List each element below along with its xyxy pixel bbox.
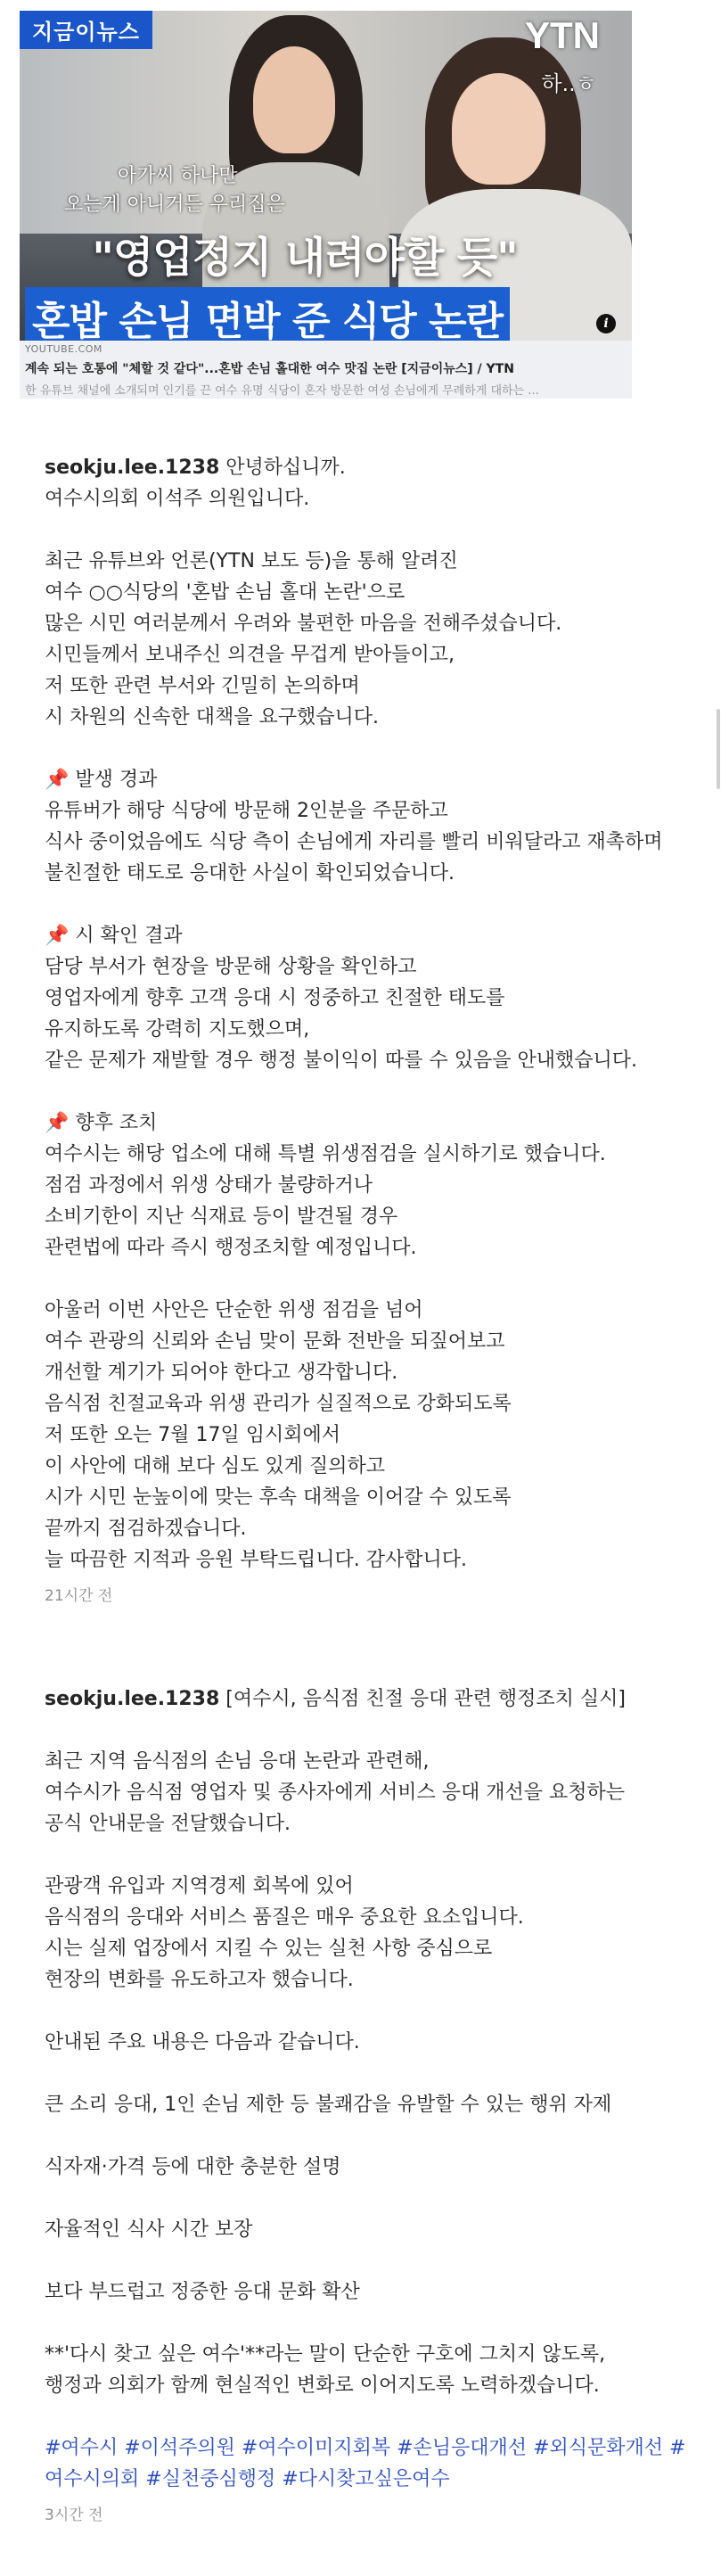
post-line: 여수시의회 이석주 의원입니다. [45,488,310,510]
person-face [253,46,335,153]
post-line: 현장의 변화를 유도하고자 했습니다. [45,1969,354,1991]
post-line: 음식점 친절교육과 위생 관리가 실질적으로 강화되도록 [45,1393,512,1415]
username-link[interactable]: seokju.lee.1238 [45,1688,220,1710]
post-line: 불친절한 태도로 응대한 사실이 확인되었습니다. [45,862,455,885]
preview-meta [25,343,627,398]
comment-post [45,1683,695,2531]
hashtag-list [45,2432,695,2495]
post-line: 시는 실제 업장에서 지킬 수 있는 실천 사항 중심으로 [45,1938,493,1960]
post-line: 최근 지역 음식점의 손님 응대 논란과 관련해, [45,1750,430,1773]
hashtag-link[interactable]: #다시찾고싶은여수 [282,2468,450,2490]
post-line: 점검 과정에서 위생 상태가 불량하거나 [45,1174,373,1197]
post-line [45,2120,695,2152]
post-line: 공식 안내문을 전달했습니다. [45,1813,291,1835]
post-text: 안녕하십니까. [219,457,346,479]
post-line [45,2401,695,2432]
post-timestamp[interactable]: 21시간 전 [45,1587,113,1605]
video-thumbnail[interactable] [20,11,632,341]
section-heading: 📌 발생 경과 [45,769,158,791]
brand-logo: YTN [525,14,600,56]
post-line: 많은 시민 여러분께서 우려와 불편한 마음을 전해주셨습니다. [45,613,562,635]
hashtag-link[interactable]: #여수이미지회복 [241,2437,391,2459]
post-first-line [45,452,695,483]
post-line: 시민들께서 보내주신 의견을 무겁게 받아들이고, [45,644,455,666]
subtitle-line: 오는게 아니거든 우리집은 [64,193,285,216]
thumbnail-headline: "영업정지 내려야할 듯" [92,234,518,283]
post-line: 식자재·가격 등에 대한 충분한 설명 [45,2156,341,2178]
hashtag-link[interactable]: #실천중심행정 [145,2468,276,2490]
post-line: 관광객 유입과 지역경제 회복에 있어 [45,1875,354,1897]
post-line: 여수시는 해당 업소에 대해 특별 위생점검을 실시하기로 했습니다. [45,1143,606,1165]
post-line: 최근 유튜브와 언론(YTN 보도 등)을 통해 알려진 [45,550,458,572]
post-line: 보다 부드럽고 정중한 응대 문화 확산 [45,2281,360,2303]
post-line [45,889,695,920]
preview-domain: YOUTUBE.COM [25,343,102,355]
post-line: 영업자에게 향후 고객 응대 시 정중하고 친절한 태도를 [45,987,505,1009]
post-line: 저 또한 오는 7월 17일 임시회에서 [45,1424,340,1446]
post-first-line [45,1683,695,1715]
post-line [45,733,695,764]
post-line: 관련법에 따라 즉시 행정조치할 예정입니다. [45,1237,417,1259]
post-line [45,1076,695,1107]
link-preview-card[interactable] [20,11,632,399]
post-line: 유튜버가 해당 식당에 방문해 2인분을 주문하고 [45,800,448,822]
comment-post [45,452,695,1612]
channel-badge: 지금이뉴스 [20,11,152,49]
post-line: 끝까지 점검하겠습니다. [45,1518,247,1540]
post-timestamp[interactable]: 3시간 전 [45,2506,103,2524]
post-line [45,2308,695,2339]
post-line: 시가 시민 눈높이에 맞는 후속 대책을 이어갈 수 있도록 [45,1486,512,1509]
post-line: 여수 관광의 신뢰와 손님 맞이 문화 전반을 되짚어보고 [45,1330,505,1353]
post-line: 큰 소리 응대, 1인 손님 제한 등 불쾌감을 유발할 수 있는 행위 자제 [45,2094,612,2116]
scrollbar[interactable] [717,709,720,789]
post-line: 안내된 주요 내용은 다음과 같습니다. [45,2031,360,2053]
overlay-caption: 하..ㅎ [541,71,596,96]
post-text: [여수시, 음식점 친절 응대 관련 행정조치 실시] [219,1688,626,1710]
info-icon[interactable]: i [596,314,616,333]
post-line [45,1996,695,2027]
thumbnail-headline-banner: 혼밥 손님 면박 준 식당 논란 [25,287,510,341]
post-line [45,1839,695,1871]
post-line: 담당 부서가 현장을 방문해 상황을 확인하고 [45,956,417,978]
post-line: 같은 문제가 재발할 경우 행정 불이익이 따를 수 있음을 안내했습니다. [45,1049,637,1072]
post-line: **'다시 찾고 싶은 여수'**라는 말이 단순한 구호에 그치지 않도록, [45,2343,606,2366]
post-line: 여수시가 음식점 영업자 및 종사자에게 서비스 응대 개선을 요청하는 [45,1782,626,1804]
post-line [45,2183,695,2214]
hashtag-link[interactable]: #외식문화개선 [533,2437,664,2459]
post-line: 여수 ○○식당의 '혼밥 손님 홀대 논란'으로 [45,581,406,604]
preview-title[interactable]: 계속 되는 호통에 "체할 것 같다"...혼밥 손님 홀대한 여수 맛집 논란 [지금이뉴스] / YTN [25,362,514,376]
hashtag-link[interactable]: #이석주의원 [124,2437,235,2459]
post-line: 아울러 이번 사안은 단순한 위생 점검을 넘어 [45,1299,423,1321]
post-line: 저 또한 관련 부서와 긴밀히 논의하며 [45,675,360,697]
post-line [45,2058,695,2089]
post-line [45,1715,695,1746]
hashtag-link[interactable]: #손님응대개선 [397,2437,528,2459]
post-line: 자율적인 식사 시간 보장 [45,2218,253,2241]
post-line [45,2245,695,2276]
section-heading: 📌 향후 조치 [45,1112,158,1134]
post-line [45,514,695,546]
post-line: 행정과 의회가 함께 현실적인 변화로 이어지도록 노력하겠습니다. [45,2374,600,2397]
post-line: 늘 따끔한 지적과 응원 부탁드립니다. 감사합니다. [45,1549,467,1571]
post-line: 이 사안에 대해 보다 심도 있게 질의하고 [45,1455,385,1477]
post-line: 식사 중이었음에도 식당 측이 손님에게 자리를 빨리 비워달라고 재촉하며 [45,831,663,853]
username-link[interactable]: seokju.lee.1238 [45,457,220,479]
post-line: 유지하도록 강력히 지도했으며, [45,1018,310,1041]
hashtag-link[interactable]: #여수시 [45,2437,119,2459]
post-line [45,1263,695,1295]
post-line: 개선할 계기가 되어야 한다고 생각합니다. [45,1362,398,1384]
post-line: 시 차원의 신속한 대책을 요구했습니다. [45,706,379,728]
post-line: 소비기한이 지난 식재료 등이 발견될 경우 [45,1206,398,1228]
hashtag-link[interactable]: #여수시의회 [45,2437,686,2490]
person-face [452,73,545,185]
preview-description: 한 유튜브 채널에 소개되며 인기를 끈 여수 유명 식당이 혼자 방문한 여성 손님에게 무례하게 대하는 ... [25,384,539,398]
section-heading: 📌 시 확인 결과 [45,925,183,947]
subtitle-line: 아가씨 하나만 [118,165,238,187]
post-line: 음식점의 응대와 서비스 품질은 매우 중요한 요소입니다. [45,1906,524,1929]
